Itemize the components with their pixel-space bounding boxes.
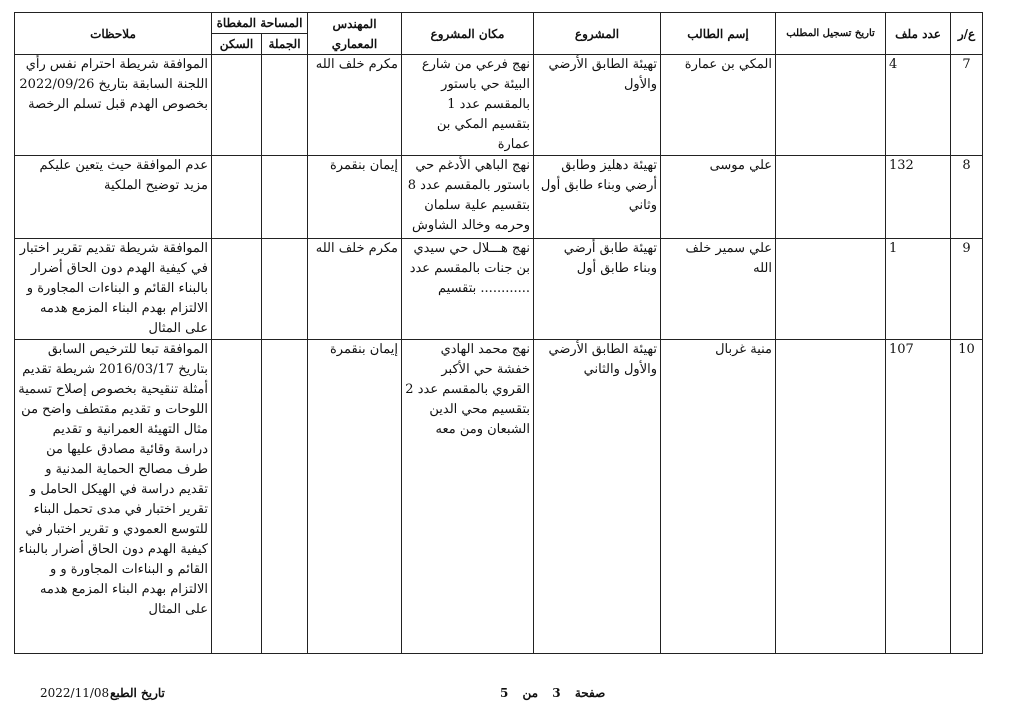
row-area-housing (212, 156, 262, 239)
row-idx: 7 (951, 55, 983, 156)
row-file-no: 132 (886, 156, 951, 239)
row-project: تهيئة الطابق الأرضي والأول (534, 55, 661, 156)
table-row (15, 55, 983, 156)
row-file-no: 4 (886, 55, 951, 156)
table-row (15, 340, 983, 654)
row-engineer: مكرم خلف الله (308, 55, 402, 156)
permits-sheet (14, 12, 982, 654)
row-engineer: مكرم خلف الله (308, 239, 402, 340)
header-area: المساحة المغطاة (212, 13, 308, 34)
row-location: نهج محمد الهادي خفشة حي الأكبر القروي بالمقسم عدد 2 بتقسيم محي الدين الشبعان ومن معه (402, 340, 534, 654)
table-row (15, 156, 983, 239)
row-applicant: منية غربال (661, 340, 776, 654)
header-area-housing: السكن (212, 34, 262, 55)
row-idx: 10 (951, 340, 983, 654)
row-notes: عدم الموافقة حيث يتعين عليكم مزيد توضيح الملكية (15, 156, 212, 239)
header-applicant: إسم الطالب (661, 13, 776, 55)
header-notes: ملاحظات (15, 13, 212, 55)
row-project: تهيئة دهليز وطابق أرضي وبناء طابق أول وثاني (534, 156, 661, 239)
row-location: نهج هـــلال حي سيدي بن جنات بالمقسم عدد ............ بتقسيم (402, 239, 534, 340)
header-project: المشروع (534, 13, 661, 55)
page-footer (0, 686, 1024, 704)
page-current: 3 (552, 686, 561, 700)
row-area-total (262, 55, 308, 156)
row-project: تهيئة طابق أرضي وبناء طابق أول (534, 239, 661, 340)
row-file-no: 1 (886, 239, 951, 340)
page-indicator (495, 686, 610, 700)
row-idx: 9 (951, 239, 983, 340)
print-date-label: تاريخ الطبع (110, 686, 165, 700)
row-notes: الموافقة شريطة تقديم تقرير اختبار في كيفية الهدم دون الحاق أضرار بالبناء القائم و البناءات المجاورة و الالتزام بهدم البناء المزمع هدمه على المثال (15, 239, 212, 340)
row-project: تهيئة الطابق الأرضي والأول والثاني (534, 340, 661, 654)
header-file-no: عدد ملف (886, 13, 951, 55)
row-reg-date (776, 340, 886, 654)
row-reg-date (776, 239, 886, 340)
row-applicant: المكي بن عمارة (661, 55, 776, 156)
row-area-housing (212, 239, 262, 340)
row-applicant: علي موسى (661, 156, 776, 239)
row-location: نهج الباهي الأدغم حي باستور بالمقسم عدد 8 بتقسيم علية سلمان وحرمه وخالد الشاوش (402, 156, 534, 239)
page-label: صفحة (574, 686, 606, 700)
row-area-total (262, 239, 308, 340)
print-date: 2022/11/08 (40, 686, 110, 700)
header-reg-date: تاريخ تسجيل المطلب (776, 13, 886, 55)
row-file-no: 107 (886, 340, 951, 654)
row-location: نهج فرعي من شارع البيئة حي باستور بالمقسم عدد 1 بتقسيم المكي بن عمارة (402, 55, 534, 156)
row-applicant: علي سمير خلف الله (661, 239, 776, 340)
row-engineer: إيمان بنقمرة (308, 156, 402, 239)
table-row (15, 239, 983, 340)
row-notes: الموافقة تبعا للترخيص السابق بتاريخ 2016/03/17 شريطة تقديم أمثلة تنقيحية بخصوص إصلاح تسمية اللوحات و تقديم مقتطف واضح من مثال التهيئة العمرانية و تقديم دراسة وقائية مصادق عليها من طرف مصالح الحماية المدنية و تقديم دراسة في الهيكل الحامل و تقرير اختبار في مدى تحمل البناء للتوسع العمودي و تقرير اختبار في كيفية الهدم دون الحاق أضرار بالبناء القائم و البناءات المجاورة و و الالتزام بهدم البناء المزمع هدمه على المثال (15, 340, 212, 654)
row-area-housing (212, 55, 262, 156)
row-idx: 8 (951, 156, 983, 239)
header-area-total: الجملة (262, 34, 308, 55)
permits-table (14, 12, 983, 654)
header-engineer: المهندس المعماري (308, 13, 402, 55)
header-idx: ع/ر (951, 13, 983, 55)
page-of: من (522, 686, 539, 700)
header-row (15, 13, 983, 34)
row-reg-date (776, 156, 886, 239)
row-notes: الموافقة شريطة احترام نفس رأي اللجنة السابقة بتاريخ 2022/09/26 بخصوص الهدم قبل تسلم الرخصة (15, 55, 212, 156)
row-engineer: إيمان بنقمرة (308, 340, 402, 654)
row-area-total (262, 340, 308, 654)
page-total: 5 (500, 686, 509, 700)
header-location: مكان المشروع (402, 13, 534, 55)
row-area-total (262, 156, 308, 239)
row-reg-date (776, 55, 886, 156)
row-area-housing (212, 340, 262, 654)
